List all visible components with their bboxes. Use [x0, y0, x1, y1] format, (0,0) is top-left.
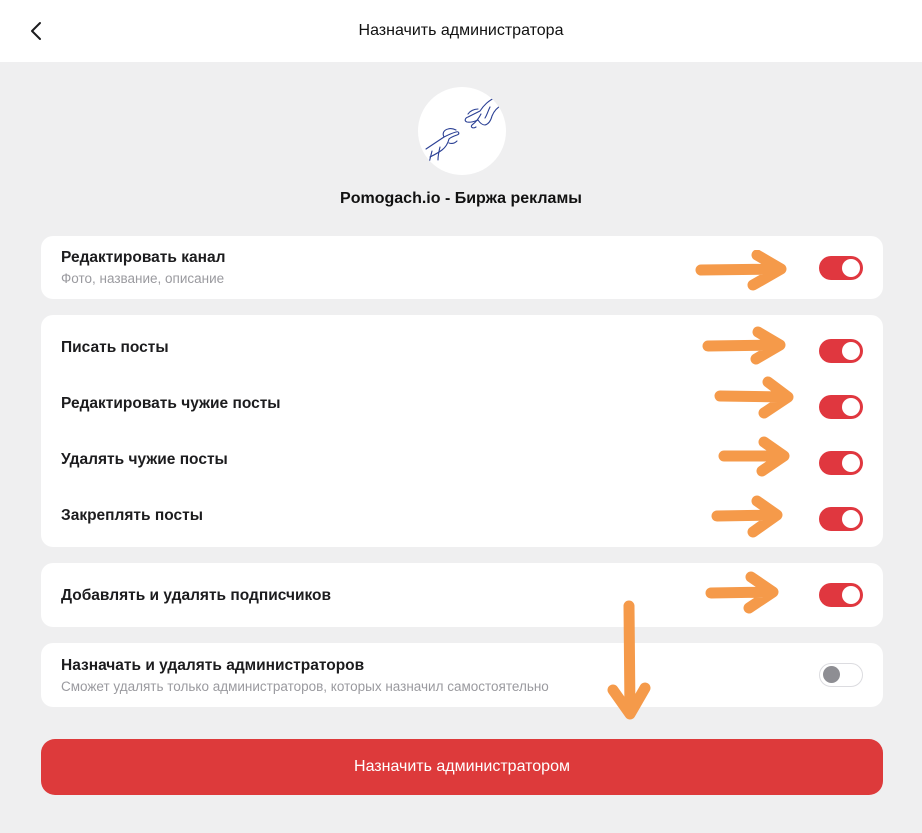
write-posts-toggle[interactable] — [819, 339, 863, 363]
permission-subtitle: Сможет удалять только администраторов, которых назначил самостоятельно — [61, 679, 549, 694]
permission-subtitle: Фото, название, описание — [61, 271, 225, 286]
channel-avatar — [418, 87, 506, 175]
pin-posts-toggle[interactable] — [819, 507, 863, 531]
annotation-arrow-right-icon — [700, 324, 790, 366]
permission-title: Добавлять и удалять подписчиков — [61, 587, 332, 604]
permission-title: Редактировать чужие посты — [61, 395, 281, 412]
annotation-arrow-right-icon — [709, 494, 787, 540]
permission-title: Писать посты — [61, 339, 169, 356]
annotation-arrow-right-icon — [712, 375, 797, 421]
manage-admins-toggle[interactable] — [819, 663, 863, 687]
permission-title: Назначать и удалять администраторов — [61, 657, 365, 674]
toggle-knob — [842, 454, 860, 472]
page-title: Назначить администратора — [358, 22, 564, 39]
reaching-hands-icon — [418, 87, 506, 175]
annotation-arrow-right-icon — [703, 569, 783, 615]
permission-title: Редактировать канал — [61, 249, 226, 266]
top-bar — [0, 0, 922, 62]
channel-name: Pomogach.io - Биржа рекламы — [340, 190, 582, 207]
toggle-knob — [842, 259, 860, 277]
annotation-arrow-right-icon — [716, 434, 794, 478]
toggle-knob — [842, 398, 860, 416]
edit-channel-toggle[interactable] — [819, 256, 863, 280]
edit-others-posts-toggle[interactable] — [819, 395, 863, 419]
assign-admin-button[interactable]: Назначить администратором — [41, 739, 883, 795]
permission-title: Закреплять посты — [61, 507, 203, 524]
delete-others-posts-toggle[interactable] — [819, 451, 863, 475]
chevron-left-icon — [29, 21, 43, 41]
annotation-arrow-down-icon — [605, 598, 657, 724]
toggle-knob — [842, 586, 860, 604]
back-button[interactable] — [22, 17, 50, 45]
toggle-knob — [823, 666, 840, 683]
annotation-arrow-right-icon — [695, 250, 790, 292]
permission-title: Удалять чужие посты — [61, 451, 228, 468]
settings-group-admins — [41, 643, 883, 707]
manage-subscribers-toggle[interactable] — [819, 583, 863, 607]
permission-row-manage-admins[interactable] — [41, 643, 883, 707]
toggle-knob — [842, 342, 860, 360]
toggle-knob — [842, 510, 860, 528]
